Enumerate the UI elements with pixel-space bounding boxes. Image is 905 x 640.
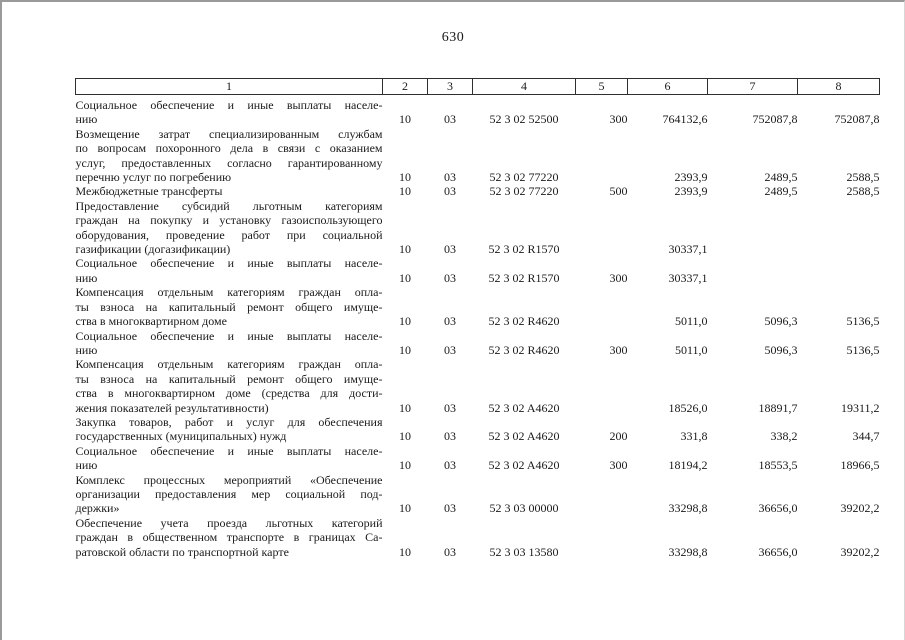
vid-raskhodov-cell: [576, 357, 628, 415]
table-row: [76, 285, 880, 328]
name-line: газификации (догазификации): [75, 242, 231, 257]
podrazdel-cell: 03: [444, 458, 456, 473]
csr-code-cell: 52 3 03 00000: [489, 501, 559, 516]
amount-year1-cell: 33298,8: [668, 544, 708, 559]
amount-year1-cell: 2393,9: [674, 170, 708, 185]
vid-raskhodov-cell: [576, 285, 628, 328]
podrazdel-cell: 03: [444, 184, 456, 199]
header-cell-4: 4: [473, 79, 576, 95]
amount-year1-cell: 18194,2: [668, 458, 708, 473]
name-line: жения показателей результативности): [75, 400, 269, 415]
name-line: нию: [75, 112, 98, 127]
row-name-cell: [76, 516, 383, 559]
name-line: Социальное обеспечение и иные выплаты населе-: [75, 256, 383, 271]
amount-year1-cell: 5011,0: [674, 342, 708, 357]
table-row: [76, 444, 880, 473]
row-name-cell: [76, 256, 383, 285]
header-cell-6: 6: [628, 79, 708, 95]
vid-raskhodov-cell: 300: [609, 270, 628, 285]
vid-raskhodov-cell: [576, 127, 628, 185]
amount-year3-cell: 18966,5: [840, 458, 880, 473]
row-name-cell: [76, 184, 383, 198]
podrazdel-cell: 03: [444, 270, 456, 285]
name-line: услуг, предоставленных согласно гарантированному: [75, 155, 383, 170]
name-line: нию: [75, 270, 98, 285]
vid-raskhodov-cell: [576, 516, 628, 559]
name-line: Закупка товаров, работ и услуг для обеспечения: [75, 414, 383, 429]
amount-year3-cell: 39202,2: [840, 544, 880, 559]
razdel-cell: 10: [399, 342, 411, 357]
csr-code-cell: 52 3 02 77220: [489, 184, 559, 199]
row-name-cell: [76, 199, 383, 257]
amount-year1-cell: 18526,0: [668, 400, 708, 415]
amount-year2-cell: 36656,0: [758, 501, 798, 516]
amount-year1-cell: 5011,0: [674, 314, 708, 329]
name-line: перечню услуг по погребению: [75, 170, 232, 185]
table-row: [76, 415, 880, 444]
amount-year1-cell: 30337,1: [668, 270, 708, 285]
name-line: оборудования, проведение работ при социальной: [75, 227, 383, 242]
razdel-cell: 10: [399, 242, 411, 257]
table-row: [76, 127, 880, 185]
razdel-cell: 10: [399, 429, 411, 444]
name-line: Социальное обеспечение и иные выплаты населе-: [75, 443, 383, 458]
table-header-row: [76, 79, 880, 95]
table-body: [76, 95, 880, 560]
vid-raskhodov-cell: [576, 199, 628, 257]
csr-code-cell: 52 3 02 R4620: [488, 342, 560, 357]
podrazdel-cell: 03: [444, 501, 456, 516]
name-line: Межбюджетные трансферты: [75, 184, 223, 199]
name-line: Комплекс процессных мероприятий «Обеспечение: [75, 472, 383, 487]
amount-year3-cell: 752087,8: [834, 112, 880, 127]
page-number: 630: [441, 30, 465, 45]
csr-code-cell: 52 3 02 52500: [489, 112, 559, 127]
name-line: Обеспечение учета проезда льготных категорий: [75, 515, 383, 530]
csr-code-cell: 52 3 02 R4620: [488, 314, 560, 329]
name-line: ты взноса на капитальный ремонт общего имуще-: [75, 299, 383, 314]
header-cell-1: 1: [76, 79, 383, 95]
header-cell-7: 7: [708, 79, 798, 95]
name-line: Компенсация отдельным категориям граждан опла-: [75, 357, 383, 372]
vid-raskhodov-cell: 200: [609, 429, 628, 444]
name-line: ратовской области по транспортной карте: [75, 544, 289, 559]
row-name-cell: [76, 127, 383, 185]
csr-code-cell: 52 3 02 A4620: [488, 429, 560, 444]
header-cell-3: 3: [428, 79, 473, 95]
name-line: по вопросам похоронного дела в связи с оказанием: [75, 141, 383, 156]
amount-year2-cell: 752087,8: [752, 112, 798, 127]
vid-raskhodov-cell: [576, 473, 628, 516]
vid-raskhodov-cell: 300: [609, 112, 628, 127]
vid-raskhodov-cell: 500: [609, 184, 628, 199]
row-name-cell: [76, 285, 383, 328]
amount-year2-cell: [708, 199, 798, 257]
name-line: ты взноса на капитальный ремонт общего имуще-: [75, 371, 383, 386]
header-cell-5: 5: [576, 79, 628, 95]
amount-year3-cell: 344,7: [852, 429, 880, 444]
name-line: нию: [75, 342, 98, 357]
amount-year2-cell: 18891,7: [758, 400, 798, 415]
name-line: государственных (муниципальных) нужд: [75, 429, 287, 444]
name-line: Возмещение затрат специализированным службам: [75, 126, 383, 141]
amount-year1-cell: 33298,8: [668, 501, 708, 516]
name-line: Предоставление субсидий льготным категориям: [75, 198, 383, 213]
table-row: [76, 184, 880, 198]
amount-year2-cell: 2489,5: [764, 184, 798, 199]
amount-year2-cell: [708, 256, 798, 285]
amount-year3-cell: 39202,2: [840, 501, 880, 516]
csr-code-cell: 52 3 02 77220: [489, 170, 559, 185]
amount-year1-cell: 764132,6: [662, 112, 708, 127]
name-line: ства в многоквартирном доме (средства для дости-: [75, 386, 383, 401]
podrazdel-cell: 03: [444, 342, 456, 357]
name-line: организации предоставления мер социальной под-: [75, 486, 383, 501]
amount-year1-cell: 30337,1: [668, 242, 708, 257]
razdel-cell: 10: [399, 400, 411, 415]
razdel-cell: 10: [399, 170, 411, 185]
amount-year3-cell: 5136,5: [846, 314, 880, 329]
table-row: [76, 473, 880, 516]
amount-year2-cell: 18553,5: [758, 458, 798, 473]
amount-year3-cell: [798, 199, 880, 257]
table-row: [76, 256, 880, 285]
amount-year3-cell: 5136,5: [846, 342, 880, 357]
name-line: держки»: [75, 501, 120, 516]
table-row: [76, 199, 880, 257]
row-name-cell: [76, 329, 383, 358]
header-cell-2: 2: [383, 79, 428, 95]
name-line: граждан на покупку и установку газоиспользующего: [75, 213, 383, 228]
row-name-cell: [76, 357, 383, 415]
csr-code-cell: 52 3 02 A4620: [488, 458, 560, 473]
razdel-cell: 10: [399, 270, 411, 285]
csr-code-cell: 52 3 02 R1570: [488, 270, 560, 285]
name-line: Компенсация отдельным категориям граждан опла-: [75, 285, 383, 300]
amount-year1-cell: 2393,9: [674, 184, 708, 199]
name-line: граждан в общественном транспорте в границах Са-: [75, 530, 383, 545]
csr-code-cell: 52 3 02 A4620: [488, 400, 560, 415]
podrazdel-cell: 03: [444, 400, 456, 415]
table-row: [76, 329, 880, 358]
razdel-cell: 10: [399, 314, 411, 329]
razdel-cell: 10: [399, 501, 411, 516]
row-name-cell: [76, 444, 383, 473]
razdel-cell: 10: [399, 112, 411, 127]
amount-year1-cell: 331,8: [680, 429, 708, 444]
amount-year2-cell: 36656,0: [758, 544, 798, 559]
amount-year3-cell: 2588,5: [846, 170, 880, 185]
name-line: Социальное обеспечение и иные выплаты населе-: [75, 98, 383, 112]
header-cell-8: 8: [798, 79, 880, 95]
row-name-cell: [76, 473, 383, 516]
amount-year2-cell: 338,2: [770, 429, 798, 444]
amount-year3-cell: 2588,5: [846, 184, 880, 199]
vid-raskhodov-cell: 300: [609, 458, 628, 473]
podrazdel-cell: 03: [444, 242, 456, 257]
razdel-cell: 10: [399, 184, 411, 199]
table-row: [76, 95, 880, 127]
razdel-cell: 10: [399, 458, 411, 473]
podrazdel-cell: 03: [444, 112, 456, 127]
table-row: [76, 357, 880, 415]
amount-year2-cell: 5096,3: [764, 342, 798, 357]
razdel-cell: 10: [399, 544, 411, 559]
csr-code-cell: 52 3 02 R1570: [488, 242, 560, 257]
amount-year2-cell: 5096,3: [764, 314, 798, 329]
amount-year3-cell: 19311,2: [840, 400, 880, 415]
podrazdel-cell: 03: [444, 170, 456, 185]
row-name-cell: [76, 415, 383, 444]
name-line: Социальное обеспечение и иные выплаты населе-: [75, 328, 383, 343]
table-row: [76, 516, 880, 559]
row-name-cell: [76, 95, 383, 127]
podrazdel-cell: 03: [444, 429, 456, 444]
podrazdel-cell: 03: [444, 544, 456, 559]
amount-year3-cell: [798, 256, 880, 285]
vid-raskhodov-cell: 300: [609, 342, 628, 357]
name-line: нию: [75, 458, 98, 473]
amount-year2-cell: 2489,5: [764, 170, 798, 185]
podrazdel-cell: 03: [444, 314, 456, 329]
csr-code-cell: 52 3 03 13580: [489, 544, 559, 559]
budget-table: [75, 78, 880, 559]
name-line: ства в многоквартирном доме: [75, 314, 227, 329]
